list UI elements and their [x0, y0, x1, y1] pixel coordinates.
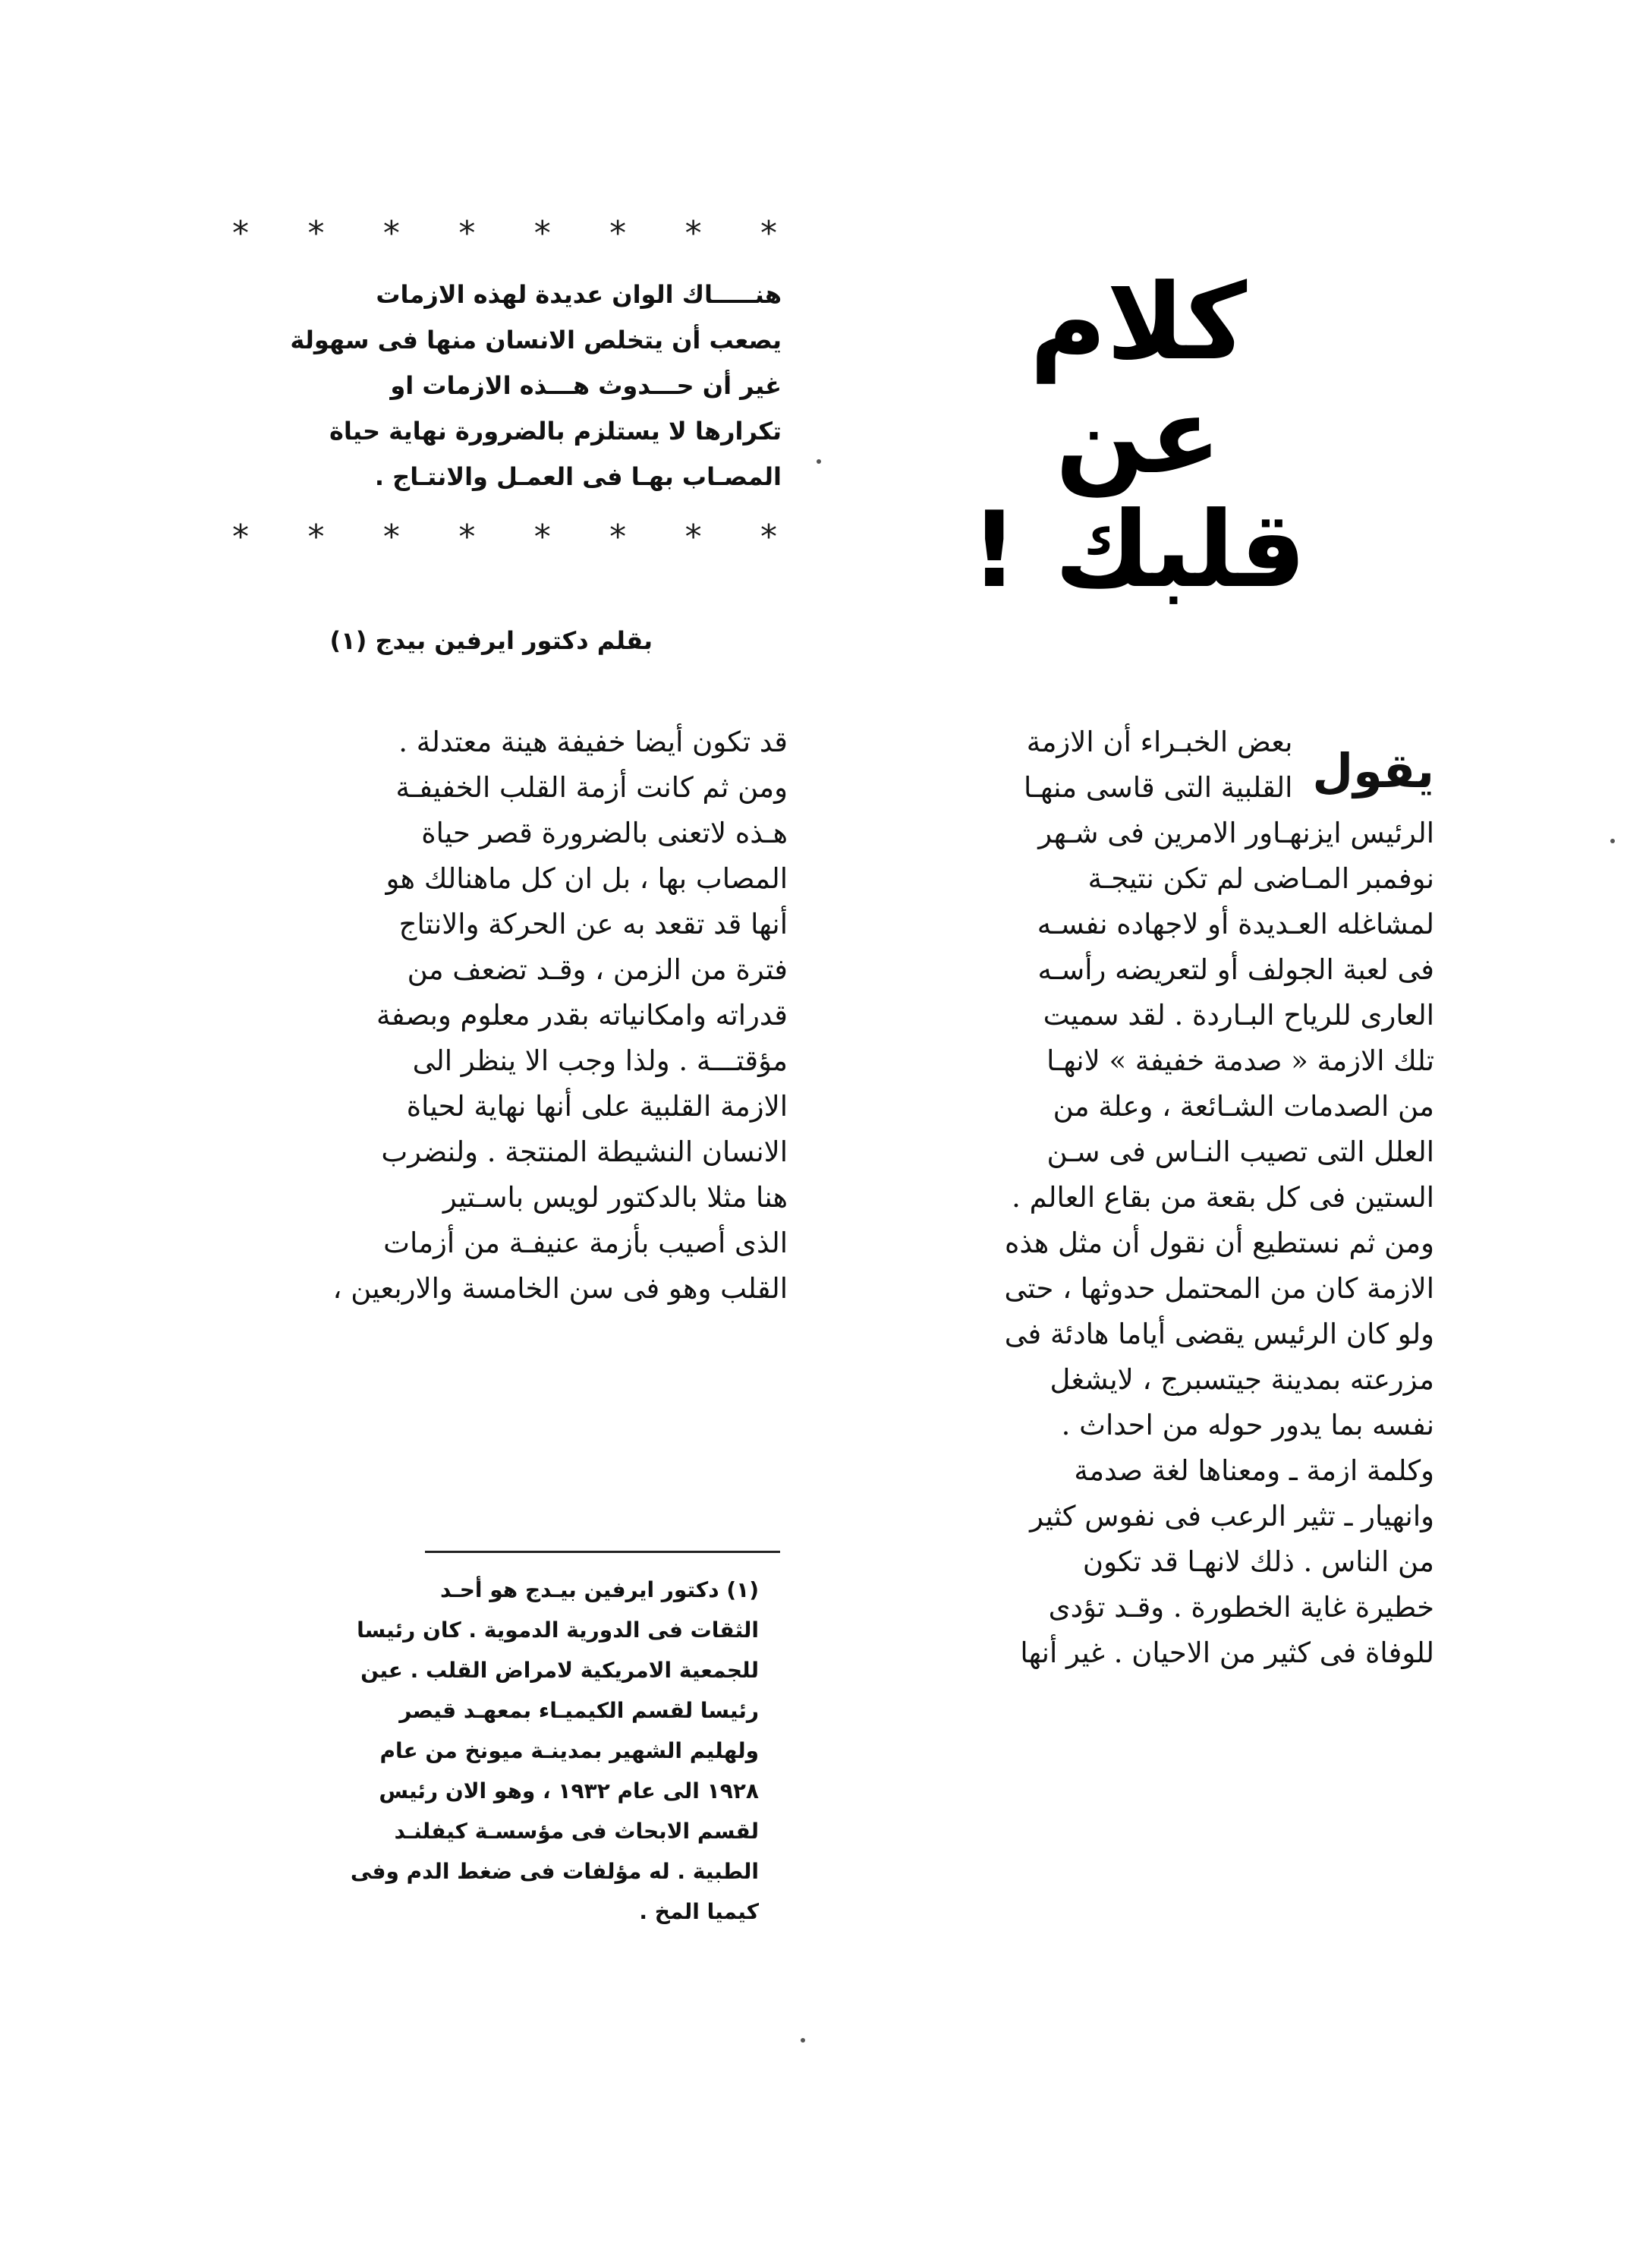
star-divider-top [228, 213, 782, 255]
text-line: من الصدمات الشـائعة ، وعلة من [1053, 1090, 1434, 1123]
intro-line: تكرارها لا يستلزم بالضرورة نهاية حياة [329, 417, 782, 446]
footnote-line: كيميا المخ . [639, 1899, 759, 1924]
star-icon: * [684, 214, 702, 253]
text-line: أنها قد تقعد به عن الحركة والانتاج [398, 908, 788, 940]
text-line: ومن ثم نستطيع أن نقول أن مثل هذه [1004, 1227, 1434, 1259]
intro-text [228, 272, 782, 499]
text-line: فى لعبة الجولف أو لتعريضه رأسـه [1037, 953, 1434, 986]
star-icon: * [609, 214, 627, 253]
star-icon: * [533, 518, 551, 556]
text-line: مؤقتـــة . ولذا وجب الا ينظر الى [412, 1044, 788, 1077]
title-line-3: قلبك ! [970, 489, 1307, 611]
footnote [205, 1570, 759, 1932]
footnote-line: للجمعية الامريكية لامراض القلب . عين [360, 1658, 759, 1683]
star-icon: * [382, 214, 400, 253]
star-icon: * [232, 214, 250, 253]
text-line: من الناس . ذلك لانهـا قد تكون [1082, 1545, 1434, 1578]
text-line: ولو كان الرئيس يقضى أياما هادئة فى [1004, 1318, 1434, 1350]
author-byline: بقلم دكتور ايرفين بيدج (١) [329, 626, 653, 655]
scan-speck [817, 459, 821, 464]
intro-line: المصـاب بهـا فى العمـل والانتـاج . [374, 462, 782, 491]
article-column-right [827, 720, 1434, 1676]
star-icon: * [760, 214, 777, 253]
star-icon: * [232, 518, 250, 556]
intro-line: هنـــــاك الوان عديدة لهذه الازمات [376, 280, 782, 309]
scan-speck [801, 2038, 805, 2043]
star-icon: * [533, 214, 551, 253]
footnote-line: الثقات فى الدورية الدموية . كان رئيسا [357, 1618, 759, 1643]
star-icon: * [684, 518, 702, 556]
text-line: فترة من الزمن ، وقـد تضعف من [407, 953, 788, 986]
article-title [895, 261, 1381, 615]
intro-line: يصعب أن يتخلص الانسان منها فى سهولة [290, 326, 782, 354]
text-line: العلل التى تصيب النـاس فى سـن [1046, 1136, 1434, 1168]
text-line: الازمة القلبية على أنها نهاية لحياة [406, 1090, 788, 1123]
text-line: تلك الازمة « صدمة خفيفة » لانهـا [1046, 1044, 1434, 1077]
star-icon: * [458, 518, 476, 556]
star-divider-bottom [228, 516, 782, 559]
text-line: قدراته وامكانياته بقدر معلوم وبصفة [376, 999, 788, 1032]
text-line: الازمة كان من المحتمل حدوثها ، حتى [1004, 1272, 1434, 1305]
text-line: هنا مثلا بالدكتور لويس باسـتير [442, 1181, 788, 1214]
article-column-left [181, 720, 788, 1312]
text-line: مزرعته بمدينة جيتسبرج ، لايشغل [1050, 1363, 1434, 1396]
intro-box [228, 213, 782, 559]
text-line: خطيرة غاية الخطورة . وقـد تؤدى [1048, 1591, 1434, 1624]
star-icon: * [307, 518, 325, 556]
footnote-line: ١٩٢٨ الى عام ١٩٣٢ ، وهو الان رئيس [379, 1778, 759, 1803]
text-line: العارى للرياح البـاردة . لقد سميت [1043, 999, 1434, 1032]
text-line: الانسان النشيطة المنتجة . ولنضرب [381, 1136, 788, 1168]
text-line: القلب وهو فى سن الخامسة والاربعين ، [332, 1272, 788, 1305]
footnote-line: (١) دكتور ايرفين بيـدج هو أحـد [439, 1577, 759, 1602]
star-icon: * [382, 518, 400, 556]
text-line: ومن ثم كانت أزمة القلب الخفيفـة [395, 771, 788, 804]
text-line: بعض الخبـراء أن الازمة [1026, 726, 1293, 758]
footnote-divider [425, 1551, 780, 1553]
text-line: لمشاغله العـديدة أو لاجهاده نفسـه [1037, 908, 1434, 940]
text-line: الستين فى كل بقعة من بقاع العالم . [1012, 1181, 1434, 1214]
text-line: وانهيار ـ تثير الرعب فى نفوس كثير [1030, 1500, 1434, 1532]
text-line: قد تكون أيضا خفيفة هينة معتدلة . [398, 726, 788, 758]
star-icon: * [307, 214, 325, 253]
star-icon: * [458, 214, 476, 253]
text-line: نفسه بما يدور حوله من احداث . [1061, 1409, 1434, 1441]
lead-word: يقول [1312, 743, 1434, 799]
text-line: الذى أصيب بأزمة عنيفـة من أزمات [383, 1227, 788, 1259]
text-line: نوفمبر المـاضى لم تكن نتيجـة [1087, 862, 1434, 895]
text-line: هـذه لاتعنى بالضرورة قصر حياة [421, 817, 788, 849]
footnote-line: رئيسا لقسم الكيميـاء بمعهـد قيصر [399, 1698, 759, 1723]
text-line: المصاب بها ، بل ان كل ماهنالك هو [386, 862, 788, 895]
footnote-line: الطبية . له مؤلفات فى ضغط الدم وفى [350, 1859, 759, 1884]
title-line-1: كلام [1029, 261, 1248, 383]
text-line: للوفاة فى كثير من الاحيان . غير أنها [1020, 1636, 1434, 1669]
scan-speck [1610, 839, 1615, 843]
intro-line: غير أن حـــدوث هـــذه الازمات او [390, 371, 782, 400]
text-line: الرئيس ايزنهـاور الامرين فى شـهر [1038, 817, 1434, 849]
footnote-line: ولهليم الشهير بمدينـة ميونخ من عام [379, 1738, 759, 1763]
text-line: وكلمة ازمة ـ ومعناها لغة صدمة [1074, 1454, 1434, 1487]
text-line: القلبية التى قاسى منهـا [1023, 771, 1293, 804]
footnote-line: لقسم الابحاث فى مؤسسـة كيفلنـد [394, 1819, 759, 1844]
star-icon: * [609, 518, 627, 556]
star-icon: * [760, 518, 777, 556]
title-line-2: عن [1055, 375, 1222, 497]
